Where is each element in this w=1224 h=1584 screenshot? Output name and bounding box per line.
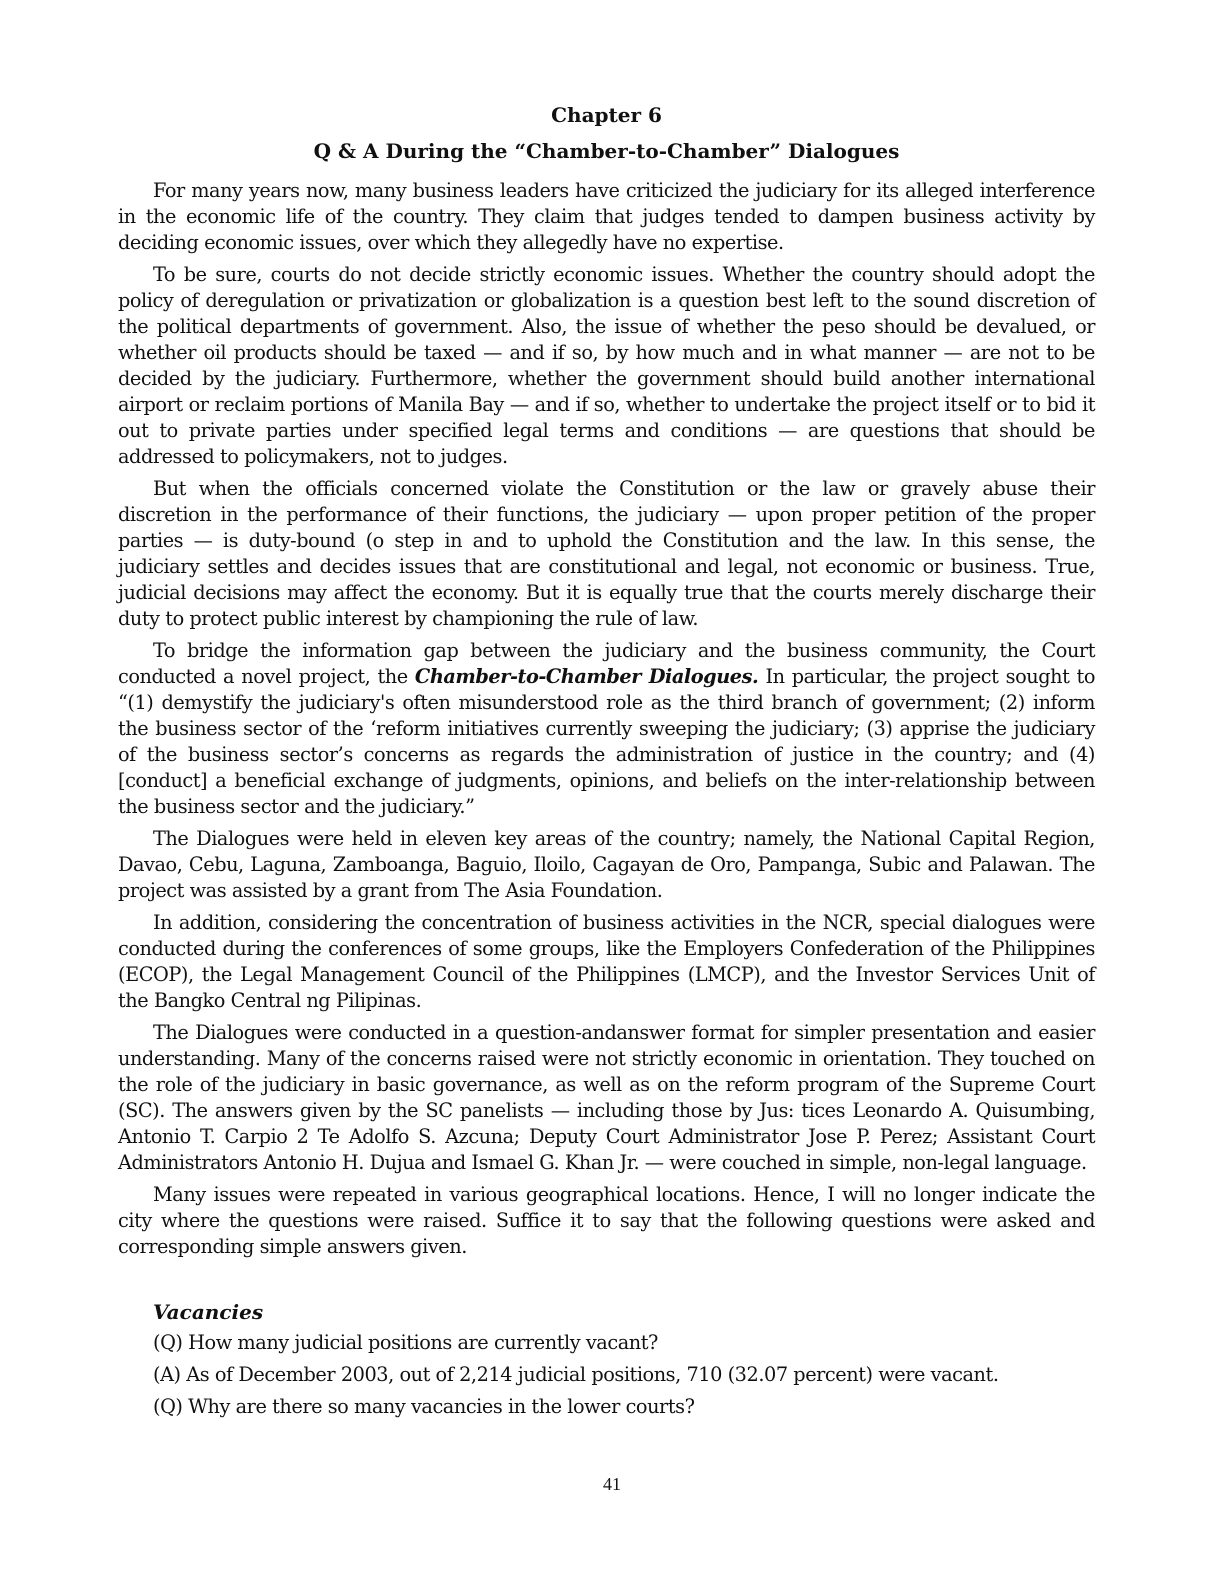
- paragraph-5: The Dialogues were held in eleven key areas of the country; namely, the National Capital Region, Davao, Cebu, Laguna, Zamboanga, Baguio, Iloilo, Cagayan de Oro, Pampanga, Subic and Palawan. The project was assisted by a grant from The Asia Foundation.: [118, 827, 1095, 902]
- paragraph-2: To be sure, courts do not decide strictly economic issues. Whether the country should adopt the policy of deregulation or privatization or globalization is a question best left to the sound discretion of the political departments of government. Also, the issue of whether the peso should be devalued, or whether oil products should be taxed — and if so, by how much and in what manner — are not to be decided by the judiciary. Furthermore, whether the government should build another international airport or reclaim portions of Manila Bay — and if so, whether to undertake the project itself or to bid it out to private parties under specified legal terms and conditions — are questions that should be addressed to policymakers, not to judges.: [118, 263, 1095, 468]
- page-number: 41: [603, 1474, 621, 1494]
- paragraph-3: But when the officials concerned violate the Constitution or the law or gravely abuse their discretion in the performance of their functions, the judiciary — upon proper petition of the proper parties — is duty-bound (o step in and to uphold the Constitution and the law. In this sense, the judiciary settles and decides issues that are constitutional and legal, not economic or business. True, judicial decisions may affect the economy. But it is equally true that the courts merely discharge their duty to protect public interest by championing the rule of law.: [118, 477, 1095, 630]
- paragraph-6: In addition, considering the concentration of business activities in the NCR, special dialogues were conducted during the conferences of some groups, like the Employers Confederation of the Philippines (ECOP), the Legal Management Council of the Philippines (LMCP), and the Investor Services Unit of the Bangko Central ng Pilipinas.: [118, 911, 1095, 1012]
- chapter-title: Q & A During the “Chamber-to-Chamber” Dialogues: [313, 139, 900, 163]
- chapter-label: Chapter 6: [551, 103, 662, 127]
- paragraph-4: [118, 638, 1095, 820]
- section-heading-vacancies: Vacancies: [153, 1300, 264, 1324]
- dialogues-project-name: Chamber-to-Chamber Dialogues.: [414, 665, 759, 688]
- paragraph-7: The Dialogues were conducted in a question-andanswer format for simpler presentation and easier understanding. Many of the concerns raised were not strictly economic in orientation. They touched on the role of the judiciary in basic governance, as well as on the reform program of the Supreme Court (SC). The answers given by the SC panelists — including those by Jus: tices Leonardo A. Quisumbing, Antonio T. Carpio 2 Te Adolfo S. Azcuna; Deputy Court Administrator Jose P. Perez; Assistant Court Administrators Antonio H. Dujua and Ismael G. Khan Jr. — were couched in simple, non-legal language.: [118, 1021, 1095, 1174]
- paragraph-1: For many years now, many business leaders have criticized the judiciary for its alleged interference in the economic life of the country. They claim that judges tended to dampen business activity by deciding economic issues, over which they allegedly have no expertise.: [118, 179, 1095, 254]
- paragraph-8: Many issues were repeated in various geographical locations. Hence, I will no longer indicate the city where the questions were raised. Suffice it to say that the following questions were asked and corresponding simple answers given.: [118, 1183, 1095, 1258]
- qa-question-2: (Q) Why are there so many vacancies in the lower courts?: [153, 1395, 695, 1418]
- paragraph-4-intro: To bridge the information gap between the judiciary and the business community, the Court conducted a novel project, the: [118, 639, 1095, 688]
- qa-question-1: (Q) How many judicial positions are currently vacant?: [153, 1331, 658, 1354]
- paragraph-4-body: In particular, the project sought to “(1) demystify the judiciary's often misunderstood role as the third branch of government; (2) inform the business sector of the ‘reform initiatives currently sweeping the judiciary; (3) apprise the judiciary of the business sector’s concerns as regards the administration of justice in the country; and (4) [conduct] a beneficial exchange of judgments, opinions, and beliefs on the inter-relationship between the business sector and the judiciary.”: [118, 665, 1096, 818]
- document-page: [118, 98, 1095, 1426]
- qa-answer-1: (A) As of December 2003, out of 2,214 judicial positions, 710 (32.07 percent) were vacant.: [153, 1363, 999, 1386]
